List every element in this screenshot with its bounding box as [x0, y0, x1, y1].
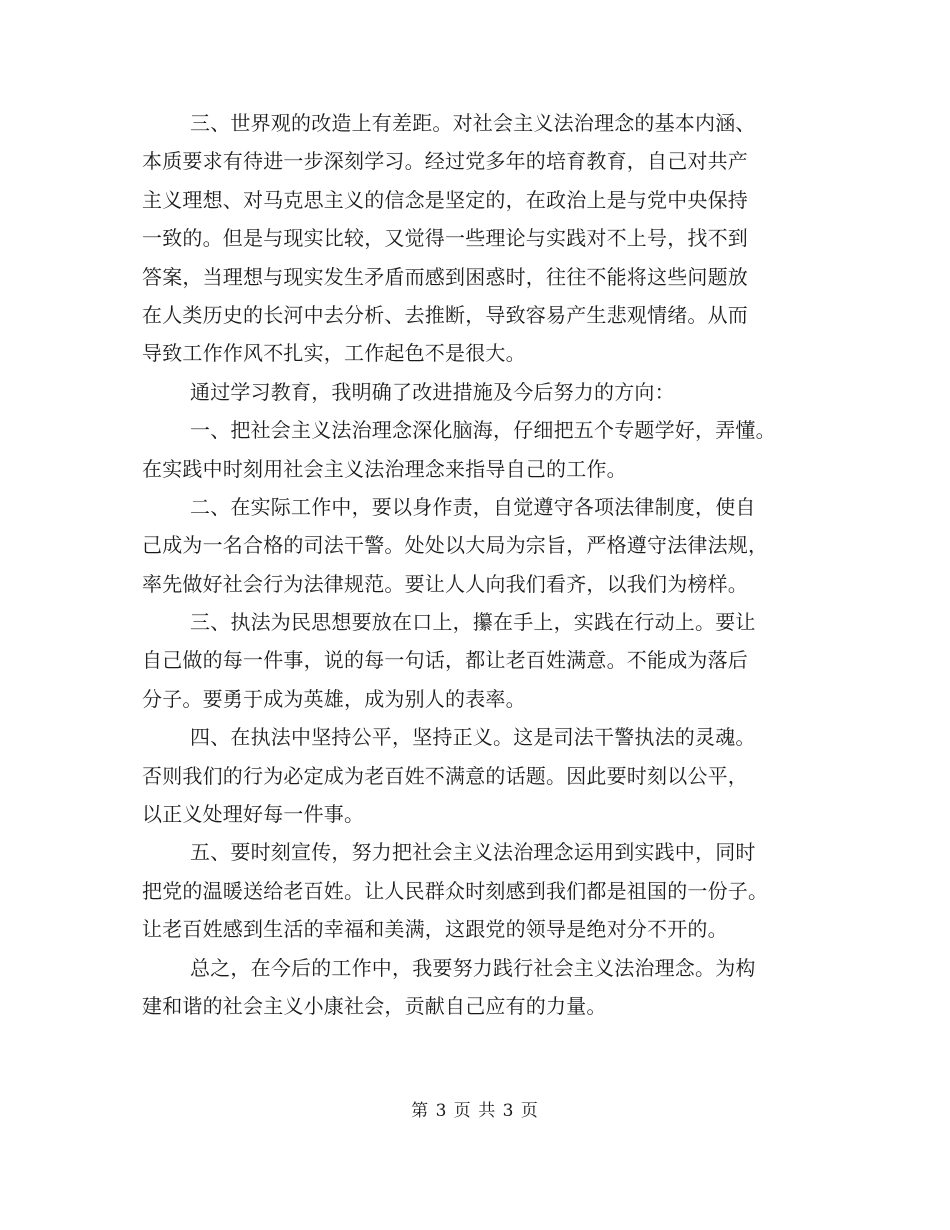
text-line: 一致的。但是与现实比较，又觉得一些理论与实践对不上号，找不到 — [142, 226, 748, 251]
text-line: 通过学习教育，我明确了改进措施及今后努力的方向： — [190, 379, 675, 404]
text-line: 答案，当理想与现实发生矛盾而感到困惑时，往往不能将这些问题放 — [142, 264, 748, 289]
text-line: 五、要时刻宣传，努力把社会主义法治理念运用到实践中，同时 — [190, 840, 756, 865]
text-line: 一、把社会主义法治理念深化脑海，仔细把五个专题学好，弄懂。 — [190, 418, 776, 443]
text-line: 把党的温暖送给老百姓。让人民群众时刻感到我们都是祖国的一份子。 — [142, 878, 769, 903]
text-line: 三、执法为民思想要放在口上，攥在手上，实践在行动上。要让 — [190, 610, 756, 635]
text-line: 本质要求有待进一步深刻学习。经过党多年的培育教育，自己对共产 — [142, 149, 748, 174]
text-line: 四、在执法中坚持公平，坚持正义。这是司法干警执法的灵魂。 — [190, 725, 756, 750]
text-line: 二、在实际工作中，要以身作责，自觉遵守各项法律制度，使自 — [190, 494, 756, 519]
page-number-footer: 第 3 页 共 3 页 — [411, 1101, 539, 1121]
text-line: 以正义处理好每一件事。 — [142, 802, 365, 827]
document-body — [142, 104, 810, 1025]
text-line: 否则我们的行为必定成为老百姓不满意的话题。因此要时刻以公平， — [142, 763, 748, 788]
paragraph-measure-4 — [142, 718, 810, 833]
paragraph-conclusion — [142, 949, 810, 1026]
text-line: 在实践中时刻用社会主义法治理念来指导自己的工作。 — [142, 456, 627, 481]
text-line: 主义理想、对马克思主义的信念是坚定的，在政治上是与党中央保持 — [142, 187, 748, 212]
paragraph-worldview-gap — [142, 104, 810, 373]
text-line: 建和谐的社会主义小康社会，贡献自己应有的力量。 — [142, 993, 607, 1018]
text-line: 自己做的每一件事，说的每一句话，都让老百姓满意。不能成为落后 — [142, 648, 748, 673]
paragraph-measure-3 — [142, 603, 810, 718]
paragraph-measure-2 — [142, 488, 810, 603]
paragraph-improvement-intro — [142, 373, 810, 411]
text-line: 三、世界观的改造上有差距。对社会主义法治理念的基本内涵、 — [190, 111, 756, 135]
text-line: 让老百姓感到生活的幸福和美满，这跟党的领导是绝对分不开的。 — [142, 917, 728, 942]
paragraph-measure-1 — [142, 411, 810, 488]
text-line: 在人类历史的长河中去分析、去推断，导致容易产生悲观情绪。从而 — [142, 302, 748, 327]
text-line: 总之，在今后的工作中，我要努力践行社会主义法治理念。为构 — [190, 955, 756, 980]
paragraph-measure-5 — [142, 833, 810, 948]
text-line: 率先做好社会行为法律规范。要让人人向我们看齐，以我们为榜样。 — [142, 571, 748, 596]
text-line: 导致工作作风不扎实，工作起色不是很大。 — [142, 341, 526, 366]
text-line: 分子。要勇于成为英雄，成为别人的表率。 — [142, 686, 526, 711]
text-line: 己成为一名合格的司法干警。处处以大局为宗旨，严格遵守法律法规， — [142, 533, 769, 558]
